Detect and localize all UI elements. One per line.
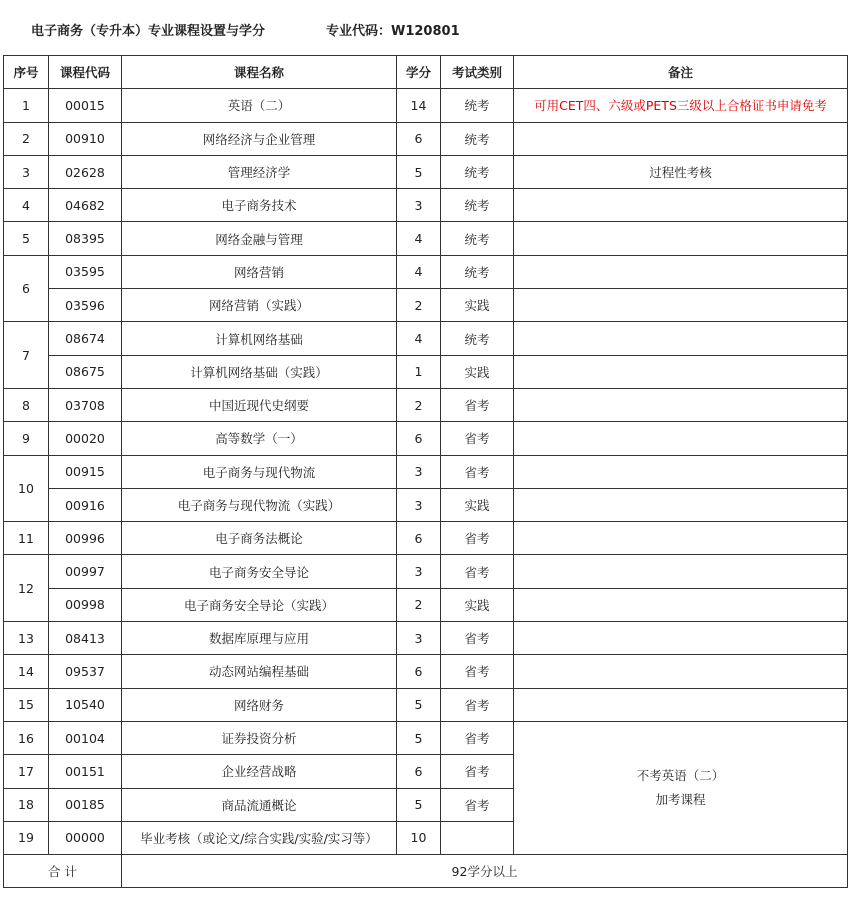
cell-name: 中国近现代史纲要: [122, 388, 397, 421]
cell-name: 电子商务技术: [122, 189, 397, 222]
table-row: [4, 155, 848, 188]
cell-code: 08675: [49, 355, 122, 388]
cell-name: 网络营销: [122, 255, 397, 288]
cell-credit: 5: [397, 788, 441, 821]
cell-exam: 实践: [441, 289, 514, 322]
cell-seq: 7: [4, 322, 49, 389]
cell-exam: 统考: [441, 222, 514, 255]
cell-seq: 19: [4, 821, 49, 854]
cell-exam: 省考: [441, 422, 514, 455]
cell-remark-empty: [514, 322, 848, 355]
cell-code: 08413: [49, 622, 122, 655]
table-row: [4, 588, 848, 621]
header-credit: 学分: [397, 56, 441, 89]
cell-credit: 5: [397, 688, 441, 721]
cell-seq: 16: [4, 721, 49, 754]
header-code: 课程代码: [49, 56, 122, 89]
cell-credit: 3: [397, 189, 441, 222]
cell-remark-empty: [514, 189, 848, 222]
cell-seq: 18: [4, 788, 49, 821]
cell-remark-empty: [514, 655, 848, 688]
cell-code: 00185: [49, 788, 122, 821]
cell-credit: 3: [397, 622, 441, 655]
table-row: [4, 255, 848, 288]
cell-remark-empty: [514, 488, 848, 521]
total-label: 合 计: [4, 855, 122, 888]
cell-exam: 省考: [441, 688, 514, 721]
table-row: [4, 289, 848, 322]
cell-exam: 省考: [441, 455, 514, 488]
cell-credit: 2: [397, 388, 441, 421]
cell-name: 电子商务与现代物流: [122, 455, 397, 488]
cell-seq: 12: [4, 555, 49, 622]
cell-credit: 3: [397, 455, 441, 488]
cell-credit: 5: [397, 155, 441, 188]
remark-alt-courses: [514, 721, 848, 854]
cell-name: 电子商务安全导论: [122, 555, 397, 588]
remark-english-exempt: 可用CET四、六级或PETS三级以上合格证书申请免考: [514, 89, 848, 122]
cell-exam: 省考: [441, 555, 514, 588]
cell-remark-empty: [514, 622, 848, 655]
table-row: [4, 455, 848, 488]
cell-name: 高等数学（一）: [122, 422, 397, 455]
cell-remark-empty: [514, 422, 848, 455]
cell-remark-empty: [514, 555, 848, 588]
cell-remark-empty: [514, 688, 848, 721]
table-row: [4, 555, 848, 588]
table-row: [4, 622, 848, 655]
table-row: [4, 322, 848, 355]
cell-name: 动态网站编程基础: [122, 655, 397, 688]
cell-exam: 统考: [441, 189, 514, 222]
cell-code: 03708: [49, 388, 122, 421]
cell-exam: 省考: [441, 622, 514, 655]
cell-exam: 实践: [441, 488, 514, 521]
cell-credit: 5: [397, 721, 441, 754]
cell-credit: 4: [397, 222, 441, 255]
cell-name: 企业经营战略: [122, 755, 397, 788]
cell-remark-empty: [514, 355, 848, 388]
table-row: [4, 655, 848, 688]
table-row: [4, 89, 848, 122]
table-row: [4, 721, 848, 754]
cell-code: 02628: [49, 155, 122, 188]
cell-remark-empty: [514, 588, 848, 621]
cell-credit: 14: [397, 89, 441, 122]
cell-remark-empty: [514, 388, 848, 421]
cell-code: 09537: [49, 655, 122, 688]
cell-credit: 6: [397, 522, 441, 555]
cell-code: 10540: [49, 688, 122, 721]
remark-process: 过程性考核: [514, 155, 848, 188]
cell-name: 网络经济与企业管理: [122, 122, 397, 155]
course-table: [3, 55, 848, 888]
cell-exam: 统考: [441, 155, 514, 188]
cell-name: 管理经济学: [122, 155, 397, 188]
cell-exam: 实践: [441, 355, 514, 388]
cell-credit: 3: [397, 555, 441, 588]
table-row: [4, 522, 848, 555]
cell-name: 网络金融与管理: [122, 222, 397, 255]
cell-exam: 统考: [441, 255, 514, 288]
major-code: 专业代码：W120801: [326, 24, 460, 39]
cell-code: 00997: [49, 555, 122, 588]
cell-exam: 统考: [441, 322, 514, 355]
cell-code: 00998: [49, 588, 122, 621]
remark-alt-line1: 不考英语（二）: [636, 768, 725, 784]
cell-credit: 4: [397, 322, 441, 355]
cell-exam: 省考: [441, 721, 514, 754]
cell-remark-empty: [514, 222, 848, 255]
cell-seq: 2: [4, 122, 49, 155]
cell-exam: 省考: [441, 388, 514, 421]
cell-remark-empty: [514, 122, 848, 155]
cell-credit: 1: [397, 355, 441, 388]
cell-code: 00020: [49, 422, 122, 455]
header-name: 课程名称: [122, 56, 397, 89]
cell-seq: 14: [4, 655, 49, 688]
title-main: 电子商务（专升本）专业课程设置与学分: [31, 24, 266, 39]
total-value: 92学分以上: [122, 855, 848, 888]
cell-code: 00916: [49, 488, 122, 521]
cell-seq: 15: [4, 688, 49, 721]
cell-remark-empty: [514, 255, 848, 288]
cell-exam: 实践: [441, 588, 514, 621]
cell-name: 数据库原理与应用: [122, 622, 397, 655]
cell-credit: 3: [397, 488, 441, 521]
cell-code: 04682: [49, 189, 122, 222]
cell-exam: 统考: [441, 89, 514, 122]
table-row: [4, 388, 848, 421]
cell-seq: 3: [4, 155, 49, 188]
header-exam: 考试类别: [441, 56, 514, 89]
remark-alt-line2: 加考课程: [655, 792, 706, 808]
cell-seq: 8: [4, 388, 49, 421]
cell-seq: 13: [4, 622, 49, 655]
cell-remark-empty: [514, 289, 848, 322]
cell-seq: 11: [4, 522, 49, 555]
table-row: [4, 355, 848, 388]
cell-name: 毕业考核（或论文/综合实践/实验/实习等）: [122, 821, 397, 854]
cell-code: 03596: [49, 289, 122, 322]
table-row: [4, 189, 848, 222]
cell-name: 电子商务安全导论（实践）: [122, 588, 397, 621]
cell-credit: 4: [397, 255, 441, 288]
cell-credit: 6: [397, 122, 441, 155]
cell-code: 03595: [49, 255, 122, 288]
cell-credit: 6: [397, 422, 441, 455]
cell-name: 网络营销（实践）: [122, 289, 397, 322]
table-row: [4, 422, 848, 455]
header-remark: 备注: [514, 56, 848, 89]
cell-name: 商品流通概论: [122, 788, 397, 821]
cell-remark-empty: [514, 455, 848, 488]
cell-credit: 6: [397, 755, 441, 788]
cell-credit: 2: [397, 289, 441, 322]
cell-code: 00000: [49, 821, 122, 854]
cell-name: 计算机网络基础（实践）: [122, 355, 397, 388]
cell-code: 08395: [49, 222, 122, 255]
cell-exam: 省考: [441, 755, 514, 788]
table-row: [4, 688, 848, 721]
table-row: [4, 488, 848, 521]
cell-name: 电子商务与现代物流（实践）: [122, 488, 397, 521]
cell-name: 网络财务: [122, 688, 397, 721]
cell-seq: 1: [4, 89, 49, 122]
cell-name: 计算机网络基础: [122, 322, 397, 355]
cell-code: 00015: [49, 89, 122, 122]
cell-exam: 省考: [441, 522, 514, 555]
cell-code: 00104: [49, 721, 122, 754]
cell-code: 00915: [49, 455, 122, 488]
cell-exam: [441, 821, 514, 854]
cell-name: 证券投资分析: [122, 721, 397, 754]
cell-seq: 6: [4, 255, 49, 322]
cell-code: 08674: [49, 322, 122, 355]
table-header-row: [4, 56, 848, 89]
cell-remark-empty: [514, 522, 848, 555]
page-title: [31, 20, 460, 39]
cell-exam: 省考: [441, 788, 514, 821]
cell-exam: 统考: [441, 122, 514, 155]
table-row: [4, 222, 848, 255]
cell-seq: 5: [4, 222, 49, 255]
cell-seq: 9: [4, 422, 49, 455]
cell-credit: 2: [397, 588, 441, 621]
cell-code: 00910: [49, 122, 122, 155]
table-row: [4, 122, 848, 155]
cell-name: 英语（二）: [122, 89, 397, 122]
cell-code: 00996: [49, 522, 122, 555]
cell-credit: 10: [397, 821, 441, 854]
cell-exam: 省考: [441, 655, 514, 688]
header-seq: 序号: [4, 56, 49, 89]
cell-code: 00151: [49, 755, 122, 788]
cell-seq: 17: [4, 755, 49, 788]
total-row: [4, 855, 848, 888]
cell-seq: 4: [4, 189, 49, 222]
cell-name: 电子商务法概论: [122, 522, 397, 555]
cell-credit: 6: [397, 655, 441, 688]
cell-seq: 10: [4, 455, 49, 522]
